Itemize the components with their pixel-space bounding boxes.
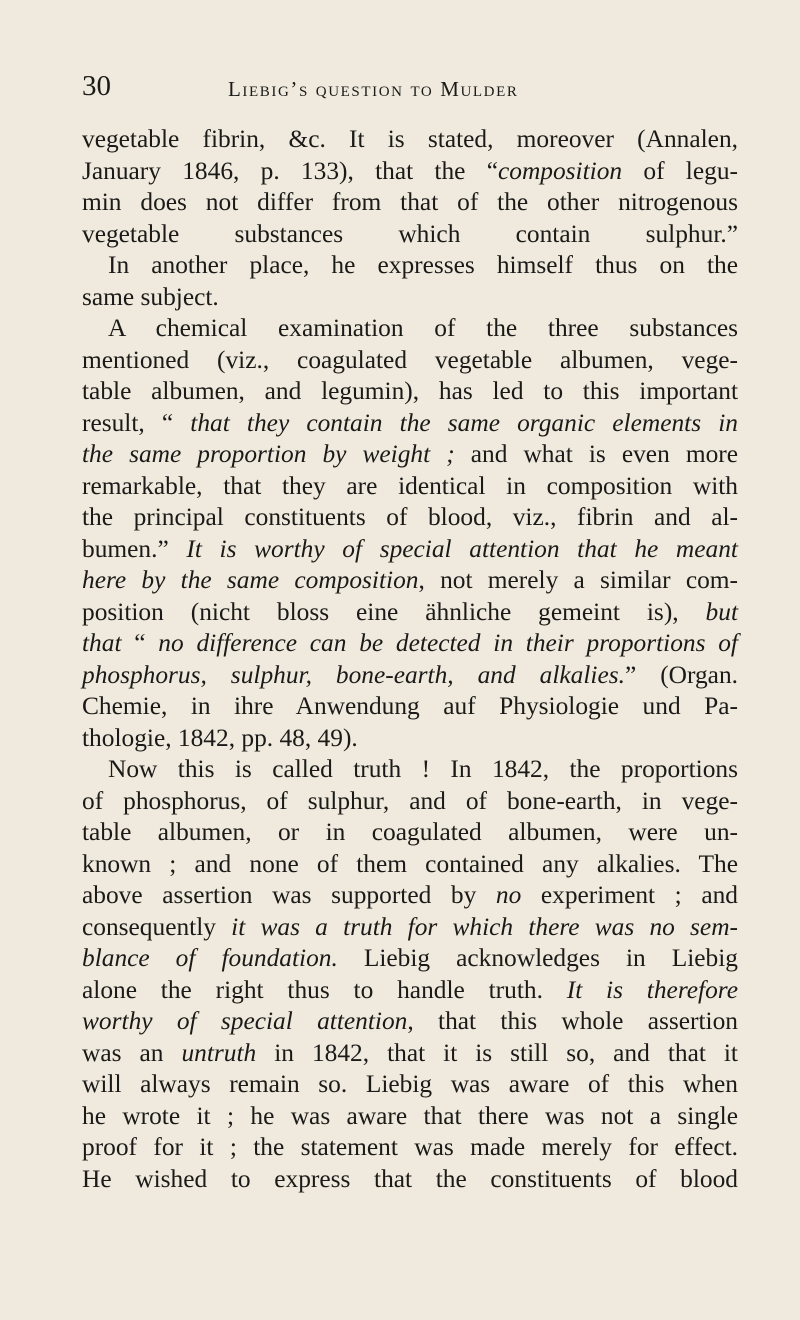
text-segment: in 1842, that it is still so, and that it	[256, 1038, 738, 1067]
text-line	[82, 691, 738, 723]
page-number: 30	[82, 70, 111, 102]
text-segment: A chemical examination of the three substances	[108, 314, 738, 342]
text-line	[82, 345, 738, 377]
text-segment: of phosphorus, of sulphur, and of bone-earth, in vege-	[82, 786, 738, 815]
text-line	[82, 1101, 738, 1133]
text-line	[82, 502, 738, 534]
text-line	[82, 849, 738, 881]
italic-text-segment: here by the same composition	[82, 566, 419, 594]
text-segment: of legu-	[622, 156, 738, 185]
italic-text-segment: that	[82, 629, 122, 657]
text-segment: min does not differ from that of the other nitrogenous	[82, 188, 738, 216]
text-segment: same subject.	[82, 282, 219, 311]
text-line	[82, 597, 738, 629]
text-segment: He wished to express that the constituents of blood	[82, 1164, 738, 1193]
text-line	[82, 282, 738, 314]
text-segment: Liebig acknowledges in Liebig	[337, 944, 738, 972]
text-line	[82, 471, 738, 503]
text-line	[82, 1069, 738, 1101]
text-line	[82, 975, 738, 1007]
text-segment: ” (Organ.	[624, 660, 738, 689]
text-line	[82, 1164, 738, 1196]
text-line	[82, 943, 738, 975]
text-line	[82, 250, 738, 282]
text-line	[82, 376, 738, 408]
text-segment: remarkable, that they are identical in composition with	[82, 471, 738, 500]
text-segment: bumen.”	[82, 534, 187, 563]
text-segment: was an	[82, 1038, 182, 1067]
text-segment: and what is even more	[454, 440, 738, 468]
text-line	[82, 817, 738, 849]
italic-text-segment: It is therefore	[566, 975, 738, 1004]
text-segment: table albumen, or in coagulated albumen, were un-	[82, 818, 738, 846]
text-line	[82, 408, 738, 440]
text-segment: “	[121, 629, 159, 657]
text-segment: consequently	[82, 912, 232, 941]
text-line	[82, 880, 738, 912]
text-segment: will always remain so. Liebig was aware of this when	[82, 1070, 738, 1098]
text-line	[82, 565, 738, 597]
text-line	[82, 313, 738, 345]
text-line	[82, 124, 738, 156]
italic-text-segment: It is worthy of special attention that he meant	[186, 534, 738, 563]
text-line	[82, 534, 738, 566]
italic-text-segment: phosphorus, sulphur, bone-earth, and alkalies.	[82, 660, 625, 689]
text-segment: table albumen, and legumin), has led to this important	[82, 377, 738, 405]
text-segment: experiment ; and	[521, 881, 738, 909]
italic-text-segment: no difference can be detected in their proportions of	[158, 629, 738, 657]
italic-text-segment: worthy of special attention	[82, 1007, 408, 1035]
text-segment: , that this whole assertion	[407, 1007, 738, 1035]
text-line	[82, 156, 738, 188]
text-line	[82, 1038, 738, 1070]
text-segment: January 1846, p. 133), that the “	[82, 156, 498, 185]
text-segment: position (nicht bloss eine ähnliche gemeint is),	[82, 597, 706, 626]
text-line	[82, 439, 738, 471]
italic-text-segment: the same proportion by weight ;	[82, 440, 455, 468]
italic-text-segment: composition	[497, 156, 623, 185]
text-segment: above assertion was supported by	[82, 881, 496, 909]
body-text	[82, 124, 738, 1195]
text-segment: Now this is called truth ! In 1842, the proportions	[108, 755, 738, 783]
italic-text-segment: that they contain the same organic elements in	[190, 408, 738, 437]
text-segment: Chemie, in ihre Anwendung auf Physiologie und Pa-	[82, 692, 738, 720]
text-line	[82, 660, 738, 692]
italic-text-segment: no	[495, 881, 522, 909]
text-segment: alone the right thus to handle truth.	[82, 975, 567, 1004]
italic-text-segment: untruth	[181, 1038, 257, 1067]
text-segment: In another place, he expresses himself thus on the	[108, 251, 738, 279]
text-segment: result, “	[82, 408, 191, 437]
text-segment: thologie, 1842, pp. 48, 49).	[82, 723, 358, 752]
text-line	[82, 723, 738, 755]
text-line	[82, 912, 738, 944]
text-line	[82, 219, 738, 251]
text-line	[82, 187, 738, 219]
running-title: Liebig’s question to Mulder	[228, 77, 519, 101]
text-segment: , not merely a similar com-	[418, 566, 738, 594]
text-segment: the principal constituents of blood, viz., fibrin and al-	[82, 503, 738, 531]
text-line	[82, 786, 738, 818]
italic-text-segment: it was a truth for which there was no sem-	[231, 912, 738, 941]
text-segment: vegetable fibrin, &c. It is stated, moreover (Annalen,	[82, 125, 738, 153]
italic-text-segment: blance of foundation.	[82, 944, 338, 972]
italic-text-segment: but	[705, 597, 738, 626]
text-segment: mentioned (viz., coagulated vegetable albumen, vege-	[82, 345, 738, 374]
text-line	[82, 754, 738, 786]
text-segment: he wrote it ; he was aware that there was not a single	[82, 1101, 738, 1130]
text-line	[82, 1132, 738, 1164]
text-segment: vegetable substances which contain sulphur.”	[82, 219, 738, 248]
text-segment: known ; and none of them contained any alkalies. The	[82, 849, 738, 878]
text-line	[82, 1006, 738, 1038]
text-segment: proof for it ; the statement was made merely for effect.	[82, 1133, 738, 1161]
text-line	[82, 628, 738, 660]
